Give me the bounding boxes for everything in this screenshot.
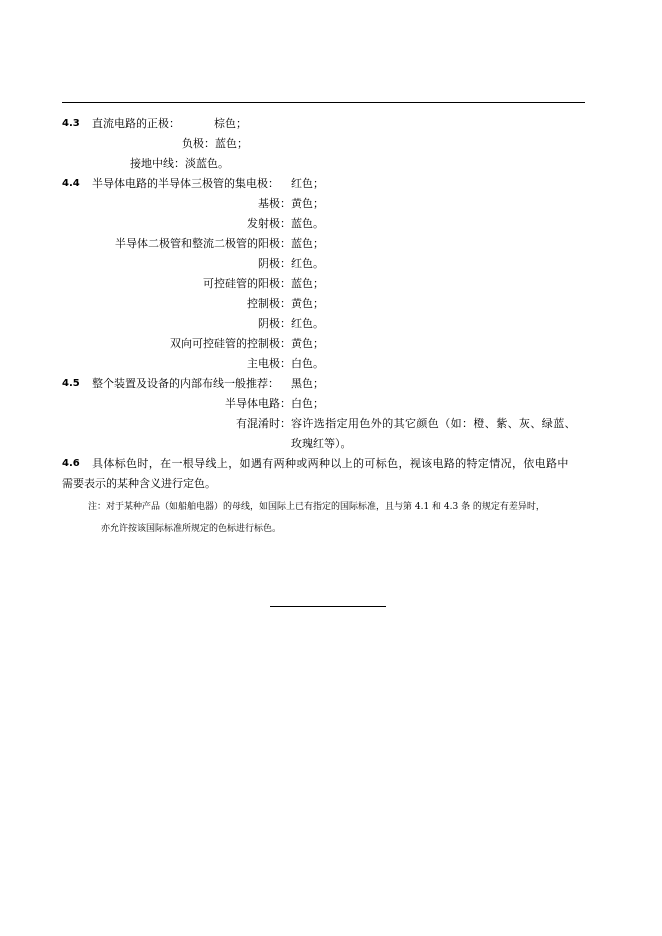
item-value: 红色。	[291, 317, 324, 330]
clause-4-4-row-1	[62, 174, 585, 194]
header-rule	[62, 102, 585, 103]
item-label: 半导体二极管和整流二极管的阳极：	[115, 237, 291, 250]
item-label: 直流电路的正极：	[92, 117, 180, 130]
item-value: 黄色；	[291, 197, 324, 210]
clause-4-5-row-2	[62, 394, 585, 414]
clause-4-4-row-6	[62, 274, 585, 294]
item-label: 双向可控硅管的控制极：	[170, 337, 291, 350]
clause-4-4-row-7	[62, 294, 585, 314]
item-value: 蓝色；	[291, 277, 324, 290]
clause-number: 4.4	[62, 178, 80, 189]
item-label: 负极：	[182, 137, 215, 150]
clause-number: 4.5	[62, 378, 80, 389]
item-value: 黄色；	[291, 297, 324, 310]
clause-4-5-row-3	[62, 414, 585, 434]
footnote-line-2: 亦允许按该国际标准所规定的色标进行标色。	[101, 524, 282, 534]
item-value: 黑色；	[291, 377, 324, 390]
clause-4-5-row-4	[62, 434, 585, 454]
item-value: 红色。	[291, 257, 324, 270]
item-label: 半导体电路：	[225, 397, 291, 410]
clause-4-3-row-2	[62, 134, 585, 154]
clause-text-line-1: 具体标色时，在一根导线上，如遇有两种或两种以上的可标色，视该电路的特定情况，依电路中	[92, 457, 569, 470]
clause-4-3-row-3	[62, 154, 585, 174]
item-label: 基极：	[258, 197, 291, 210]
item-label: 阴极：	[258, 317, 291, 330]
clause-4-4-row-3	[62, 214, 585, 234]
footnote	[88, 496, 585, 540]
item-value: 白色；	[291, 397, 324, 410]
clause-4-6-row-2	[62, 474, 585, 494]
clause-4-4-row-9	[62, 334, 585, 354]
item-value: 蓝色；	[291, 237, 324, 250]
item-label: 接地中线：	[130, 157, 185, 170]
clause-4-4-row-8	[62, 314, 585, 334]
clause-4-3-row-1	[62, 114, 585, 134]
item-label: 发射极：	[247, 217, 291, 230]
item-value: 玫瑰红等）。	[291, 437, 352, 450]
item-label: 主电极：	[247, 357, 291, 370]
clause-number: 4.3	[62, 118, 80, 129]
item-value: 容许选指定用色外的其它颜色（如：橙、紫、灰、绿蓝、	[291, 417, 576, 430]
item-value: 蓝色；	[215, 137, 248, 150]
clause-4-4-row-10	[62, 354, 585, 374]
clause-4-4-row-4	[62, 234, 585, 254]
item-value: 棕色；	[214, 117, 247, 130]
clause-text-line-2: 需要表示的某种含义进行定色。	[62, 477, 216, 490]
end-rule	[270, 606, 386, 607]
item-label: 阴极：	[258, 257, 291, 270]
item-label: 可控硅管的阳极：	[203, 277, 291, 290]
item-value: 蓝色。	[291, 217, 324, 230]
item-label	[92, 434, 291, 454]
clause-number: 4.6	[62, 458, 80, 469]
item-label: 有混淆时：	[236, 417, 291, 430]
item-label: 半导体电路的半导体三极管的集电极：	[92, 177, 279, 190]
clause-4-5-row-1	[62, 374, 585, 394]
item-label: 控制极：	[247, 297, 291, 310]
footnote-line-1: 注：对于某种产品（如船舶电器）的母线，如国际上已有指定的国际标准，且与第 4.1 和 4.3 条 的规定有差异时，	[88, 502, 545, 512]
document-body	[62, 114, 585, 494]
clause-4-4-row-5	[62, 254, 585, 274]
item-label: 整个装置及设备的内部布线一般推荐：	[92, 377, 279, 390]
item-value: 黄色；	[291, 337, 324, 350]
clause-4-6-row-1	[62, 454, 585, 474]
clause-4-4-row-2	[62, 194, 585, 214]
item-value: 白色。	[291, 357, 324, 370]
item-value: 红色；	[291, 177, 324, 190]
item-value: 淡蓝色。	[185, 157, 229, 170]
